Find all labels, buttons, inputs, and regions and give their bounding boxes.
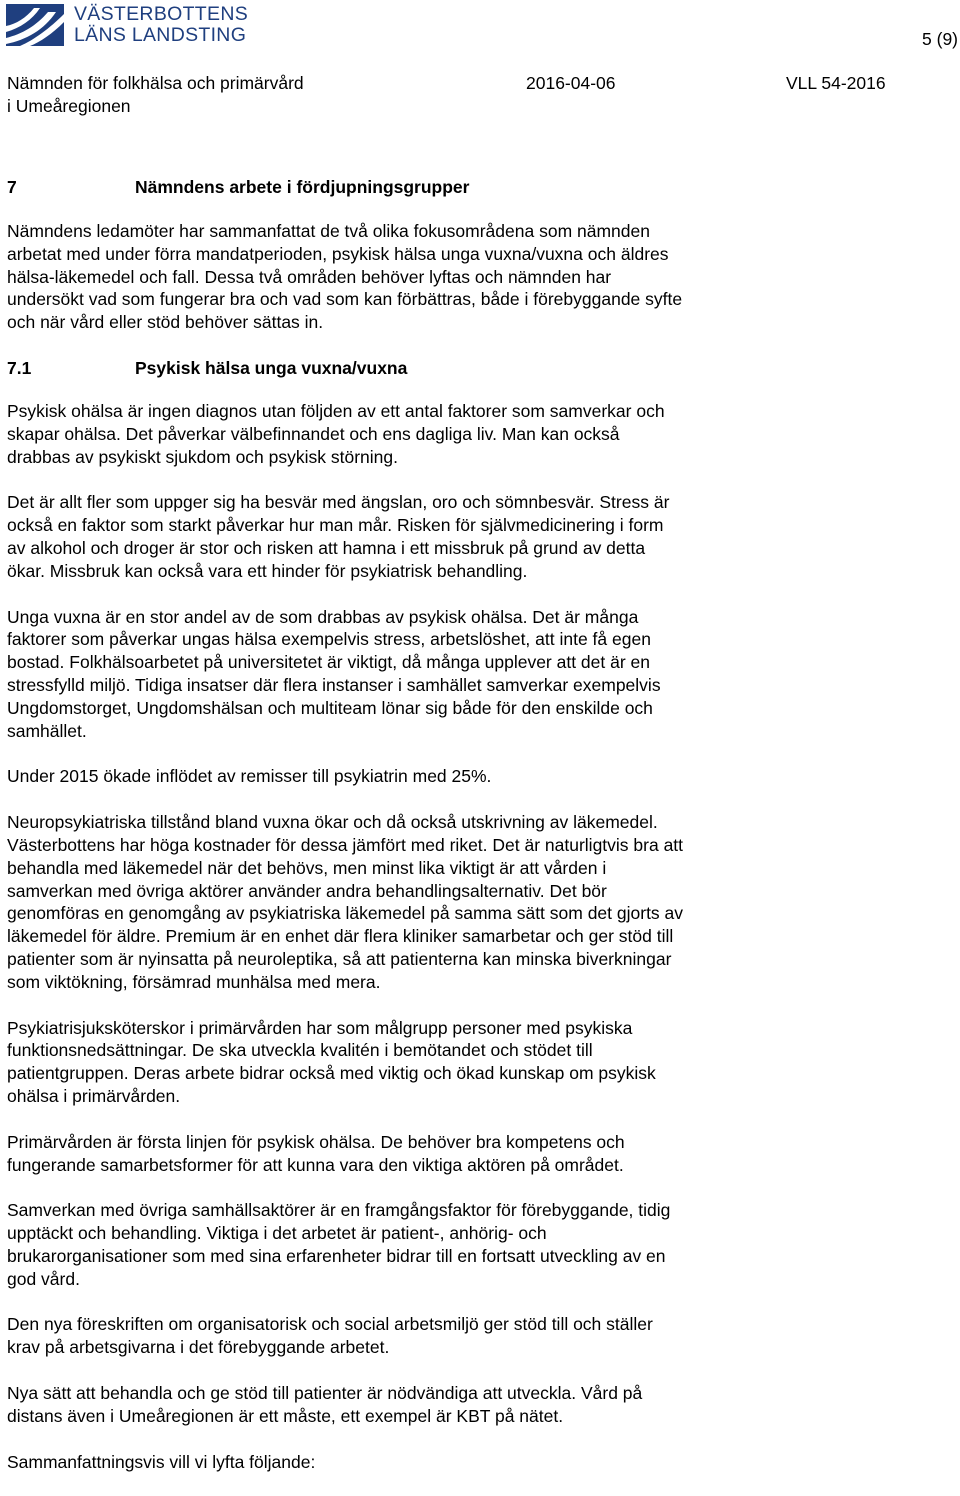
section-heading — [7, 176, 952, 199]
org-logo — [6, 4, 248, 46]
document-date: 2016-04-06 — [526, 73, 616, 93]
section-title: Nämndens arbete i fördjupningsgrupper — [135, 177, 470, 197]
body-paragraph: Den nya föreskriften om organisatorisk och social arbetsmiljö ger stöd till och ställer krav på arbetsgivarna i det förebyggande arbetet. — [7, 1314, 653, 1358]
committee-name-line1: Nämnden för folkhälsa och primärvård — [7, 73, 304, 93]
document-reference: VLL 54-2016 — [786, 73, 886, 93]
logo-emblem-icon — [6, 4, 64, 46]
body-paragraph: Primärvården är första linjen för psykisk ohälsa. De behöver bra kompetens och fungerande samarbetsformer för att kunna vara den viktiga aktören på området. — [7, 1131, 625, 1175]
subsection-title: Psykisk hälsa unga vuxna/vuxna — [135, 357, 408, 378]
summary-lead-in: Sammanfattningsvis vill vi lyfta följande: — [7, 1451, 316, 1472]
subsection-number: 7.1 — [7, 357, 32, 378]
subsection-heading — [7, 357, 952, 380]
body-paragraph: Under 2015 ökade inflödet av remisser till psykiatrin med 25%. — [7, 766, 492, 787]
body-paragraph: Psykisk ohälsa är ingen diagnos utan följden av ett antal faktorer som samverkar och skapar ohälsa. Det påverkar välbefinnandet och ens dagliga liv. Man kan också drabbas av psykiskt sjukdom och psykisk störning. — [7, 400, 665, 467]
body-paragraph: Nya sätt att behandla och ge stöd till patienter är nödvändiga att utveckla. Vård på distans även i Umeåregionen är ett måste, ett exempel är KBT på nätet. — [7, 1383, 643, 1426]
section-number: 7 — [7, 177, 17, 197]
body-paragraph: Unga vuxna är en stor andel av de som drabbas av psykisk ohälsa. Det är många faktorer som påverkar ungas hälsa exempelvis stress, arbetslöshet, att inte få egen bostad. Folkhälsoarbetet på universitetet är viktigt, då många upplever att det är en stressfylld miljö. Tidiga insatser där flera instanser i samhället samverkar exempelvis Ungdomstorget, Ungdomshälsan och multiteam lönar sig både för den enskilde och samhället. — [7, 606, 661, 741]
body-paragraph: Neuropsykiatriska tillstånd bland vuxna ökar och då också utskrivning av läkemedel. Västerbottens har höga kostnader för dessa jämfört med riket. Det är naturligtvis bra att behandla med läkemedel när det behövs, men minst lika viktigt är att vården i samverkan med övriga aktörer använder andra behandlingsalternativ. Det bör genomföras en genomgång av psykiatriska läkemedel på samma sätt som det gjorts av läkemedel för äldre. Premium är en enhet där flera kliniker samarbetar och ger stöd till patienter som är nyinsatta på neuroleptika, så att patienterna kan minska biverkningar som viktökning, försämrad munhälsa med mera. — [7, 812, 684, 992]
org-name — [74, 4, 248, 46]
body-paragraph: Det är allt fler som uppger sig ha besvär med ängslan, oro och sömnbesvär. Stress är också en faktor som starkt påverkar hur man mår. Risken för självmedicinering i form av alkohol och droger är stor och risken att hamna i ett missbruk på grund av detta ökar. Missbruk kan också vara ett hinder för psykiatrisk behandling. — [7, 492, 670, 581]
org-name-line2: LÄNS LANDSTING — [74, 24, 247, 46]
body-paragraph: Psykiatrisjuksköterskor i primärvården har som målgrupp personer med psykiska funktionsnedsättningar. De ska utveckla kvalitén i bemötandet och stödet till patientgruppen. Deras arbete bidrar också med viktig och ökad kunskap om psykisk ohälsa i primärvården. — [7, 1017, 656, 1106]
committee-name-line2: i Umeåregionen — [7, 96, 131, 116]
body-paragraph: Samverkan med övriga samhällsaktörer är en framgångsfaktor för förebyggande, tidig upptäckt och behandling. Viktiga i det arbetet är patient-, anhörig- och brukarorganisationer som med sina erfarenheter bidrar till en fortsatt utveckling av en god vård. — [7, 1200, 671, 1289]
document-body — [7, 176, 952, 1496]
committee-name — [7, 72, 407, 118]
section-intro-paragraph: Nämndens ledamöter har sammanfattat de två olika fokusområdena som nämnden arbetat med under förra mandatperioden, psykisk hälsa unga vuxna/vuxna och äldres hälsa-läkemedel och fall. Dessa två områden behöver lyftas och nämnden har undersökt vad som fungerar bra och vad som kan förbättras, både i förebyggande syfte och när vård eller stöd behöver sättas in. — [7, 221, 683, 333]
org-name-line1: VÄSTERBOTTENS — [74, 3, 249, 25]
page-number: 5 (9) — [922, 29, 958, 49]
